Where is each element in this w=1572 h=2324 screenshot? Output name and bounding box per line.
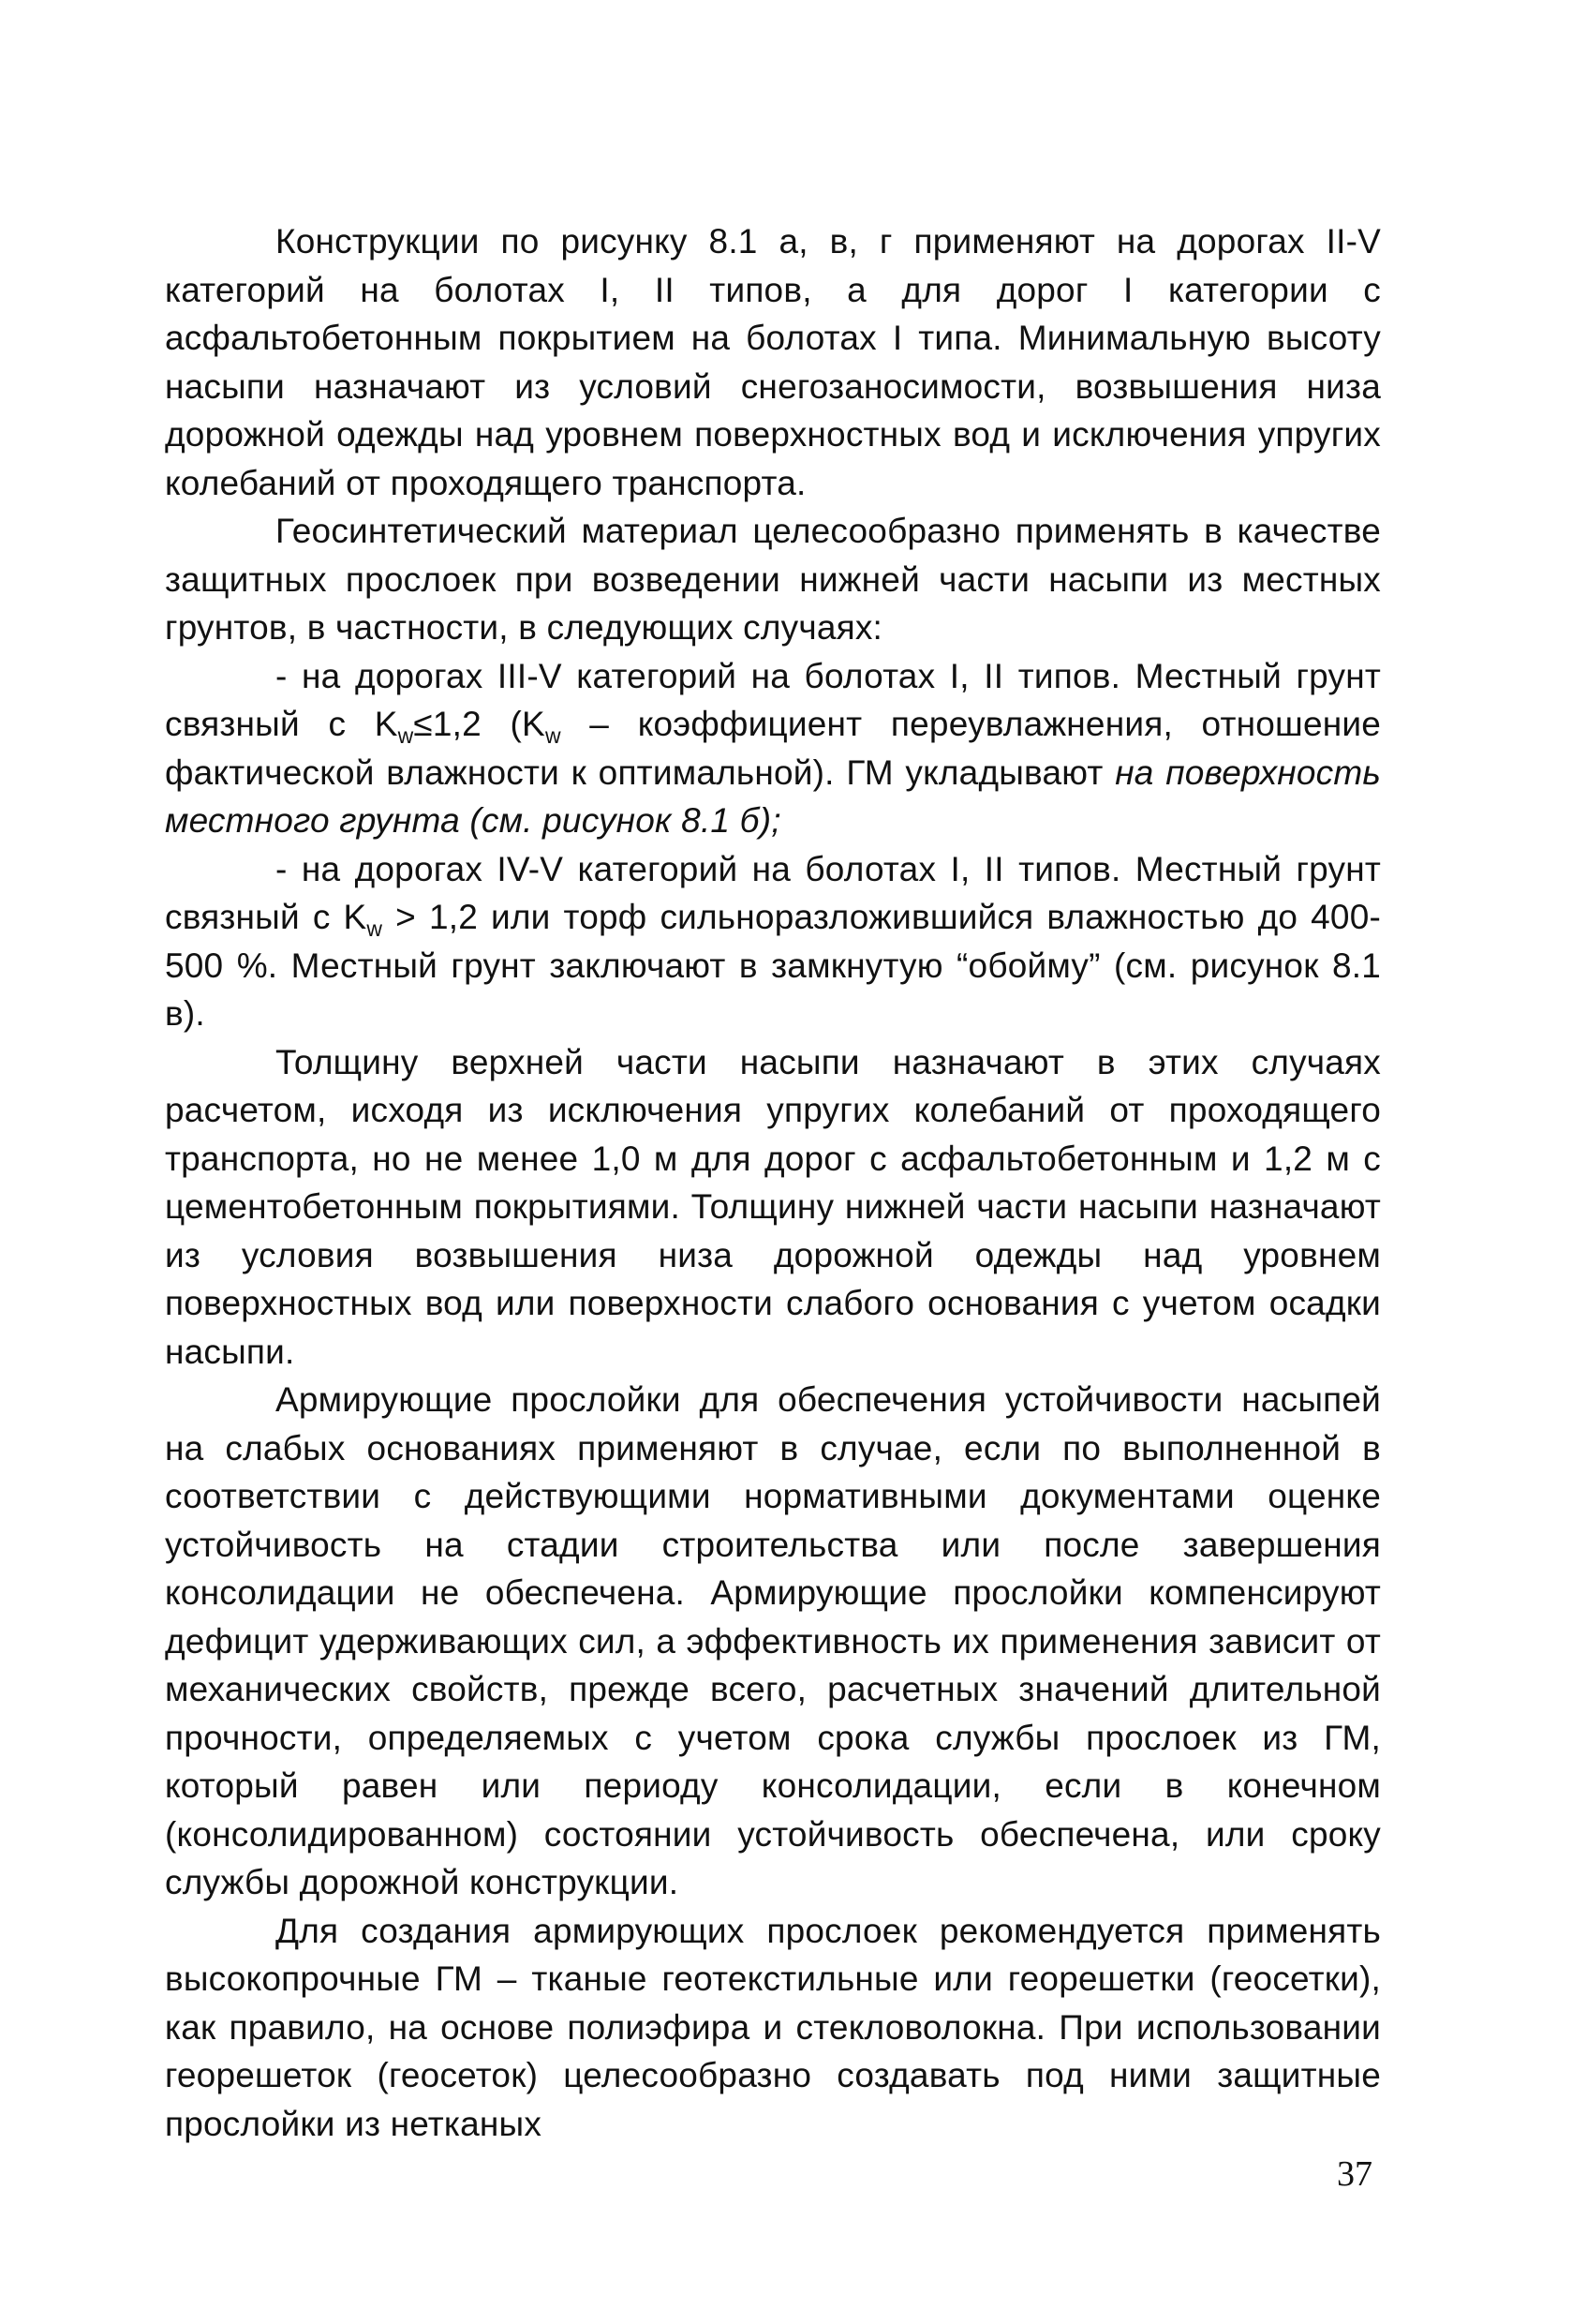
case-iii-v-italic-text: на поверхность местного грунта (см. рисунок 8.1 б); <box>165 752 1382 840</box>
case-iii-v-text-a: - на дорогах III-V категорий на болотах I, II типов. Местный грунт связный с K <box>165 656 1381 743</box>
kw-subscript: w <box>366 916 383 942</box>
paragraph-reinforcing-layers: Армирующие прослойки для обеспечения устойчивости насыпей на слабых основаниях применяют в случае, если по выполненной в соответствии с действующими нормативными документами оценке устойчивость на стадии строительства или после завершения консолидации не обеспечена. Армирующие прослойки компенсируют дефицит удерживающих сил, а эффективность их применения зависит от механических свойств, прежде всего, расчетных значений длительной прочности, определяемых с учетом срока службы прослоек из ГМ, который равен или периоду консолидации, если в конечном (консолидированном) состоянии устойчивость обеспечена, или сроку службы дорожной конструкции. <box>165 1380 1381 1901</box>
paragraph-case-iv-v-roads <box>165 845 1381 1038</box>
case-iv-v-text-b: > 1,2 или торф сильноразложившийся влажностью до 400-500 %. Местный грунт заключают в замкнутую “обойму” (см. рисунок 8.1 в). <box>165 898 1381 1033</box>
case-iv-v-text-a: - на дорогах IV-V категорий на болотах I, II типов. Местный грунт связный с K <box>165 849 1381 936</box>
paragraph-geosynthetic-material: Геосинтетический материал целесообразно применять в качестве защитных прослоек при возведении нижней части насыпи из местных грунтов, в частности, в следующих случаях: <box>165 512 1381 647</box>
body-text <box>165 217 1381 2148</box>
paragraph-constructions: Конструкции по рисунку 8.1 а, в, г применяют на дорогах II-V категорий на болотах I, II типов, а для дорог I категории с асфальтобетонным покрытием на болотах I типа. Минимальную высоту насыпи назначают из условий снегозаносимости, возвышения низа дорожной одежды над уровнем поверхностных вод и исключения упругих колебаний от проходящего транспорта. <box>165 222 1381 502</box>
kw-subscript: w <box>397 723 414 749</box>
case-iii-v-text-b: ≤1,2 (K <box>413 705 545 743</box>
kw-subscript: w <box>544 723 561 749</box>
paragraph-case-iii-v-roads <box>165 652 1381 845</box>
paragraph-high-strength-gm: Для создания армирующих прослоек рекомендуется применять высокопрочные ГМ – тканые геотекстильные или георешетки (геосетки), как правило, на основе полиэфира и стекловолокна. При использовании георешеток (геосеток) целесообразно создавать под ними защитные прослойки из нетканых <box>165 1911 1381 2143</box>
page-number: 37 <box>1337 2154 1372 2194</box>
case-iii-v-text-c: – коэффициент переувлажнения, отношение фактической влажности к оптимальной). ГМ укладывают <box>165 705 1381 792</box>
paragraph-upper-part-thickness: Толщину верхней части насыпи назначают в этих случаях расчетом, исходя из исключения упругих колебаний от проходящего транспорта, но не менее 1,0 м для дорог с асфальтобетонным и 1,2 м с цементобетонным покрытиями. Толщину нижней части насыпи назначают из условия возвышения низа дорожной одежды над уровнем поверхностных вод или поверхности слабого основания с учетом осадки насыпи. <box>165 1042 1381 1371</box>
